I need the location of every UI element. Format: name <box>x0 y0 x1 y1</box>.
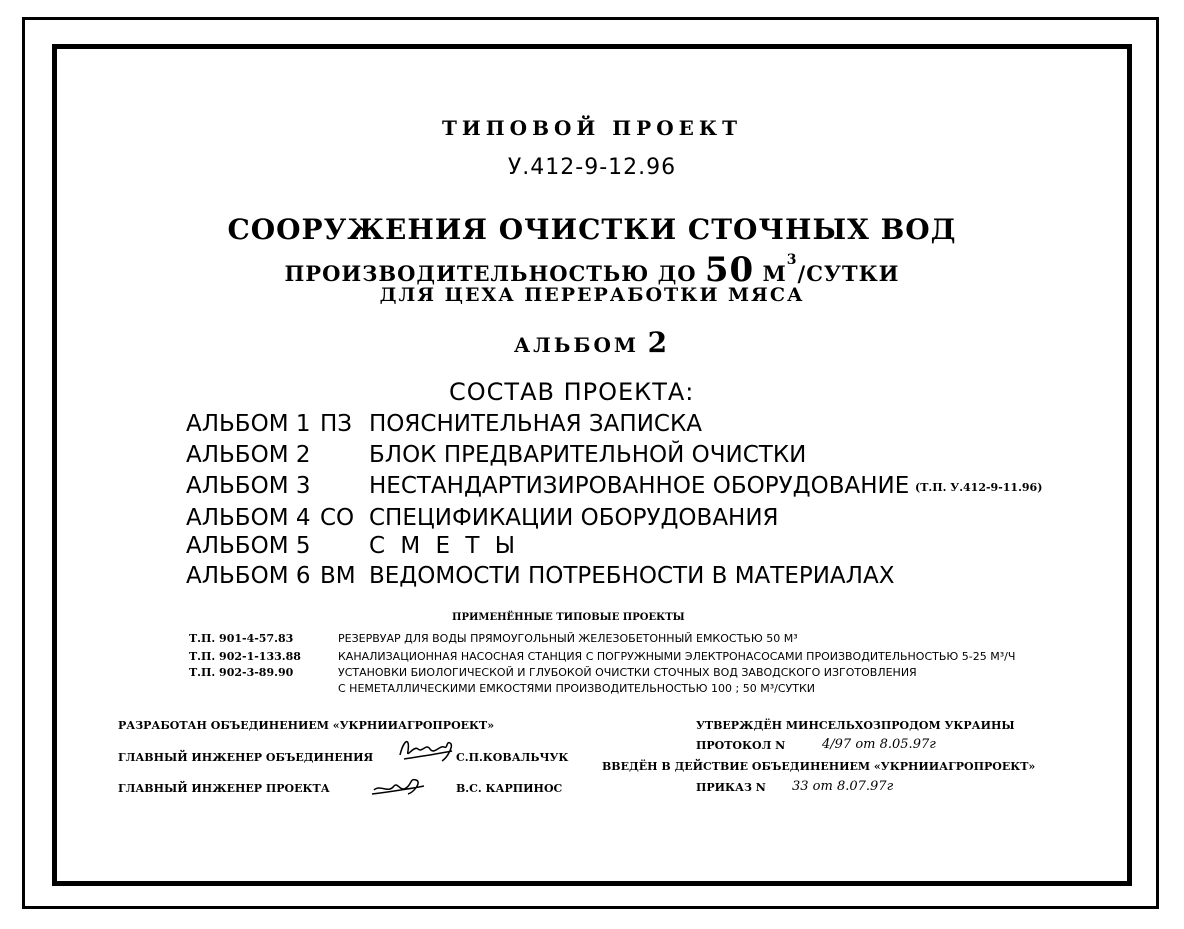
applied-code-2: Т.П. 902-1-133.88 <box>189 650 301 663</box>
order-label: ПРИКАЗ N <box>696 781 766 794</box>
title-line-2-prefix: ПРОИЗВОДИТЕЛЬНОСТЬЮ ДО <box>284 261 697 286</box>
composition-note-3: (Т.П. У.412-9-11.96) <box>915 481 1043 494</box>
applied-code-3: Т.П. 902-3-89.90 <box>189 666 294 679</box>
protocol-value: 4/97 от 8.05.97г <box>822 737 936 752</box>
composition-code-1: ПЗ <box>320 411 353 437</box>
signature-kovalchuk <box>396 733 458 769</box>
composition-title-2: БЛОК ПРЕДВАРИТЕЛЬНОЙ ОЧИСТКИ <box>369 442 807 468</box>
composition-album-6: АЛЬБОМ 6 <box>186 563 311 589</box>
capacity-unit-sup: 3 <box>786 252 798 268</box>
developed-by: РАЗРАБОТАН ОБЪЕДИНЕНИЕМ «УКРНИИАГРОПРОЕКТ» <box>118 719 495 732</box>
capacity-suffix: /СУТКИ <box>797 261 900 286</box>
composition-album-5: АЛЬБОМ 5 <box>186 533 311 559</box>
chief-engineer-project-name: В.С. КАРПИНОС <box>456 782 563 795</box>
title-line-1: СООРУЖЕНИЯ ОЧИСТКИ СТОЧНЫХ ВОД <box>227 213 957 246</box>
composition-album-4: АЛЬБОМ 4 <box>186 505 311 531</box>
album-label: АЛЬБОМ <box>513 333 640 357</box>
capacity-unit: М <box>762 261 787 286</box>
order-value: 33 от 8.07.97г <box>792 779 894 794</box>
composition-heading: СОСТАВ ПРОЕКТА: <box>449 378 695 406</box>
chief-engineer-project-label: ГЛАВНЫЙ ИНЖЕНЕР ПРОЕКТА <box>118 782 330 795</box>
approved-by: УТВЕРЖДЁН МИНСЕЛЬХОЗПРОДОМ УКРАИНЫ <box>696 719 1015 732</box>
project-code: У.412-9-12.96 <box>507 155 677 180</box>
project-type-label: ТИПОВОЙ ПРОЕКТ <box>442 116 742 140</box>
signature-karpinos <box>370 774 428 800</box>
composition-code-4: СО <box>320 505 355 531</box>
album-number: 2 <box>647 326 671 359</box>
protocol-label: ПРОТОКОЛ N <box>696 739 786 752</box>
enacted-by: ВВЕДЁН В ДЕЙСТВИЕ ОБЪЕДИНЕНИЕМ «УКРНИИАГРОПРОЕКТ» <box>602 760 1036 773</box>
composition-title-1: ПОЯСНИТЕЛЬНАЯ ЗАПИСКА <box>369 411 703 437</box>
composition-album-2: АЛЬБОМ 2 <box>186 442 311 468</box>
composition-album-3: АЛЬБОМ 3 <box>186 473 311 499</box>
composition-code-6: ВМ <box>320 563 356 589</box>
composition-title-3: НЕСТАНДАРТИЗИРОВАННОЕ ОБОРУДОВАНИЕ <box>369 473 910 499</box>
applied-code-1: Т.П. 901-4-57.83 <box>189 632 294 645</box>
chief-engineer-assoc-name: С.П.КОВАЛЬЧУК <box>456 751 569 764</box>
applied-text-4: С НЕМЕТАЛЛИЧЕСКИМИ ЕМКОСТЯМИ ПРОИЗВОДИТЕЛЬНОСТЬЮ 100 ; 50 М³/СУТКИ <box>338 682 815 695</box>
applied-heading: ПРИМЕНЁННЫЕ ТИПОВЫЕ ПРОЕКТЫ <box>452 612 685 623</box>
album-heading <box>0 326 1184 359</box>
capacity-number: 50 <box>704 250 755 290</box>
applied-text-3: УСТАНОВКИ БИОЛОГИЧЕСКОЙ И ГЛУБОКОЙ ОЧИСТКИ СТОЧНЫХ ВОД ЗАВОДСКОГО ИЗГОТОВЛЕНИЯ <box>338 666 917 679</box>
applied-text-1: РЕЗЕРВУАР ДЛЯ ВОДЫ ПРЯМОУГОЛЬНЫЙ ЖЕЛЕЗОБЕТОННЫЙ ЕМКОСТЬЮ 50 М³ <box>338 632 798 645</box>
composition-title-6: ВЕДОМОСТИ ПОТРЕБНОСТИ В МАТЕРИАЛАХ <box>369 563 895 589</box>
composition-title-4: СПЕЦИФИКАЦИИ ОБОРУДОВАНИЯ <box>369 505 779 531</box>
chief-engineer-assoc-label: ГЛАВНЫЙ ИНЖЕНЕР ОБЪЕДИНЕНИЯ <box>118 751 374 764</box>
applied-text-2: КАНАЛИЗАЦИОННАЯ НАСОСНАЯ СТАНЦИЯ С ПОГРУЖНЫМИ ЭЛЕКТРОНАСОСАМИ ПРОИЗВОДИТЕЛЬНОСТЬЮ 5-25 М³/Ч <box>338 650 1016 663</box>
title-line-3: ДЛЯ ЦЕХА ПЕРЕРАБОТКИ МЯСА <box>379 284 805 306</box>
composition-title-5: С М Е Т Ы <box>369 533 520 559</box>
composition-album-1: АЛЬБОМ 1 <box>186 411 311 437</box>
